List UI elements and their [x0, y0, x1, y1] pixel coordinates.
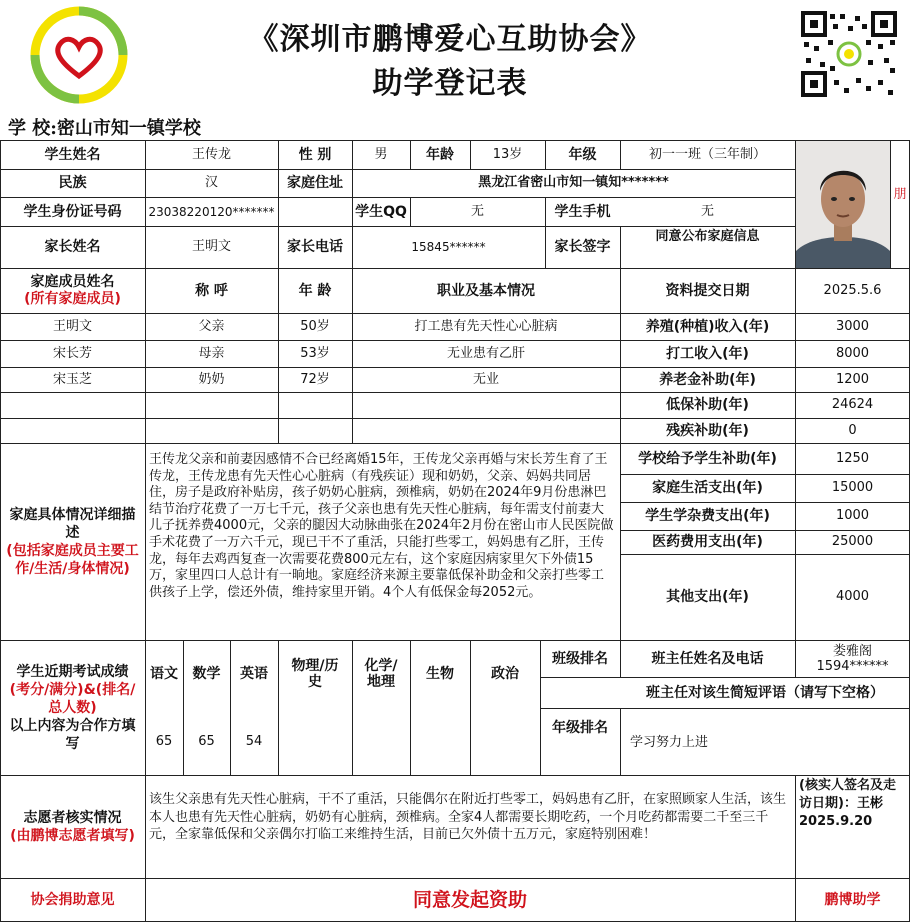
description-label [0, 443, 145, 640]
id-value: 23038220120******* [148, 204, 275, 219]
member-relation: 母亲 [198, 345, 225, 361]
ethnic-label: 民族 [58, 175, 87, 191]
family-name-header [0, 268, 145, 313]
member-age: 72岁 [300, 371, 330, 387]
subject-header: 化学/地理 [364, 658, 398, 690]
subject-score: 65 [155, 733, 173, 749]
exam-label-note: (考分/满分)&(排名/总人数) [9, 681, 136, 716]
subject-header: 物理/历史 [291, 658, 339, 690]
member-relation: 父亲 [198, 318, 225, 334]
subject-score [352, 708, 410, 775]
volunteer-label-note: (由鹏博志愿者填写) [10, 827, 135, 844]
member-job: 打工患有先天性心心脏病 [414, 318, 558, 334]
qr-code [800, 10, 898, 98]
teacher-label: 班主任姓名及电话 [651, 650, 764, 667]
subject-header: 政治 [491, 666, 519, 682]
form-title-line1: 《深圳市鹏博爱心互助协会》 [248, 22, 652, 57]
parent-phone-value: 15845****** [411, 240, 486, 254]
subject-score: 54 [245, 733, 263, 749]
teacher-info [795, 640, 910, 677]
volunteer-label [0, 775, 145, 878]
finance-value: 0 [848, 422, 857, 438]
id-label: 学生身份证号码 [23, 203, 122, 220]
submit-date-value: 2025.5.6 [823, 282, 882, 298]
member-name: 宋玉芝 [52, 371, 92, 387]
finance-label: 学校给予学生补助(年) [638, 450, 777, 467]
ethnic-value: 汉 [204, 175, 218, 190]
qq-label: 学生QQ [355, 203, 407, 220]
student-name-value: 王传龙 [191, 146, 231, 162]
association-logo [30, 6, 128, 104]
finance-label: 残疾补助(年) [666, 422, 749, 439]
member-job: 无业患有乙肝 [446, 345, 525, 361]
member-age: 53岁 [300, 345, 330, 361]
parent-sign-label: 家长签字 [554, 239, 611, 255]
subject-score: 65 [198, 733, 215, 749]
volunteer-label-main: 志愿者核实情况 [23, 809, 122, 826]
finance-label: 医药费用支出(年) [652, 534, 763, 550]
school-row [8, 114, 201, 138]
consent-label: 同意公布家庭信息 [655, 229, 760, 244]
subject-header: 语文 [150, 666, 178, 682]
finance-label: 家庭生活支出(年) [652, 480, 763, 496]
student-photo [796, 141, 890, 268]
subject-score [470, 708, 540, 775]
member-age: 50岁 [300, 318, 330, 334]
finance-value: 8000 [835, 345, 870, 361]
age-value: 13岁 [492, 146, 523, 162]
school-label: 学 校: [8, 118, 57, 139]
opinion-label: 协会捐助意见 [30, 892, 115, 908]
family-name-header-note: (所有家庭成员) [24, 290, 121, 307]
grade-value: 初一一班（三年制） [648, 146, 766, 162]
form-title-line2: 助学登记表 [372, 66, 528, 101]
comment-label: 班主任对该生简短评语（请写下空格） [646, 684, 884, 701]
student-name-label: 学生姓名 [44, 146, 101, 163]
finance-value: 15000 [831, 480, 874, 495]
subject-header: 英语 [240, 666, 268, 682]
age-header: 年 龄 [298, 282, 332, 299]
grade-label: 年级 [568, 146, 597, 163]
finance-label: 其他支出(年) [666, 589, 749, 605]
finance-value: 25000 [831, 534, 874, 549]
submit-date-label: 资料提交日期 [665, 282, 750, 299]
opinion-value: 同意发起资助 [412, 889, 527, 911]
finance-value: 1200 [835, 371, 870, 387]
school-name: 密山市知一镇学校 [56, 118, 201, 139]
subject-score [278, 708, 352, 775]
gender-value: 男 [374, 146, 388, 162]
address-label: 家庭住址 [287, 175, 343, 191]
gender-label: 性 别 [298, 146, 332, 163]
description-label-note: (包括家庭成员主要工作/生活/身体情况) [6, 542, 139, 577]
phone-label: 学生手机 [554, 203, 611, 220]
member-name: 王明文 [52, 318, 92, 334]
grade-rank-label: 年级排名 [552, 720, 608, 736]
subject-header: 生物 [426, 666, 454, 682]
finance-label: 低保补助(年) [666, 397, 749, 413]
description-label-main: 家庭具体情况详细描述 [9, 506, 136, 541]
member-relation: 奶奶 [198, 371, 225, 387]
address-value: 黑龙江省密山市知一镇知******* [478, 175, 669, 190]
class-rank-label: 班级排名 [552, 650, 608, 667]
finance-value: 1000 [835, 508, 870, 523]
relation-header: 称 呼 [195, 282, 228, 299]
parent-phone-label: 家长电话 [287, 239, 343, 255]
member-name: 宋长芳 [52, 345, 92, 361]
volunteer-sign: (核实人签名及走访日期)：王彬 2025.9.20 [799, 778, 896, 829]
finance-value: 1250 [835, 450, 870, 466]
brand-label: 鹏博助学 [824, 892, 881, 908]
family-name-header-main: 家庭成员姓名 [30, 273, 115, 290]
finance-value: 3000 [835, 318, 870, 334]
exam-label-main: 学生近期考试成绩 [16, 663, 129, 680]
finance-value: 24624 [831, 397, 874, 412]
exam-label-partner: 以上内容为合作方填写 [9, 717, 136, 752]
finance-label: 打工收入(年) [666, 345, 749, 362]
parent-value: 王明文 [191, 239, 231, 254]
finance-label: 学生学杂费支出(年) [645, 508, 770, 524]
qq-value: 无 [470, 203, 484, 219]
finance-label: 养老金补助(年) [659, 371, 756, 388]
phone-value: 无 [700, 203, 714, 219]
finance-value: 4000 [835, 589, 870, 604]
age-label: 年龄 [426, 146, 454, 163]
parent-label: 家长姓名 [44, 239, 101, 255]
teacher-phone: 1594****** [816, 658, 889, 674]
subject-header: 数学 [192, 666, 221, 682]
exam-label [0, 640, 145, 775]
photo-side-text: 朋 [893, 187, 907, 202]
member-job: 无业 [472, 371, 499, 387]
finance-label: 养殖(种植)收入(年) [645, 318, 770, 335]
description-text: 王传龙父亲和前妻因感情不合已经离婚15年，王传龙父亲再婚与宋长芳生育了王传龙，王传龙患有先天性心心脏病（有残疾证）现和奶奶，父亲、妈妈共同居住，房子是政府补贴房，孩子奶奶心脏病，颈椎病，奶奶在2024年9月份患淋巴结节治疗花费了一万七千元，孩子父亲也患有先天性心脏病，每年需支付前妻大儿子抚养费4000元，父亲的腿因大动脉曲张在2024年2月份在密山市人民医院做手术花费了一万六千元，现已干不了重活，只能打些零工，妈妈患有乙肝，王传龙，每年去鸡西复查一次需要花费800元左右，这个家庭因病家里欠下外债15万，家里四口人总计有一晌地。家庭经济来源主要靠低保补助金和父亲打些零工供孩子上学，偿还外债，维持家里开销。4个人有低保金每2052元。 [149, 452, 614, 600]
teacher-name: 娄雅阁 [832, 643, 872, 659]
volunteer-text: 该生父亲患有先天性心脏病，干不了重活，只能偶尔在附近打些零工，妈妈患有乙肝，在家照顾家人生活，该生本人也患有先天性心脏病，奶奶有心脏病，颈椎病。全家4人都需要长期吃药，一个月吃药都需要二千至三千元，全家靠低保和父亲偶尔打临工来维持生活，目前已欠外债十五万元，家庭特别困难！ [149, 792, 787, 842]
job-header: 职业及基本情况 [437, 282, 535, 299]
teacher-comment: 学习努力上进 [630, 735, 709, 750]
subject-score [410, 708, 470, 775]
